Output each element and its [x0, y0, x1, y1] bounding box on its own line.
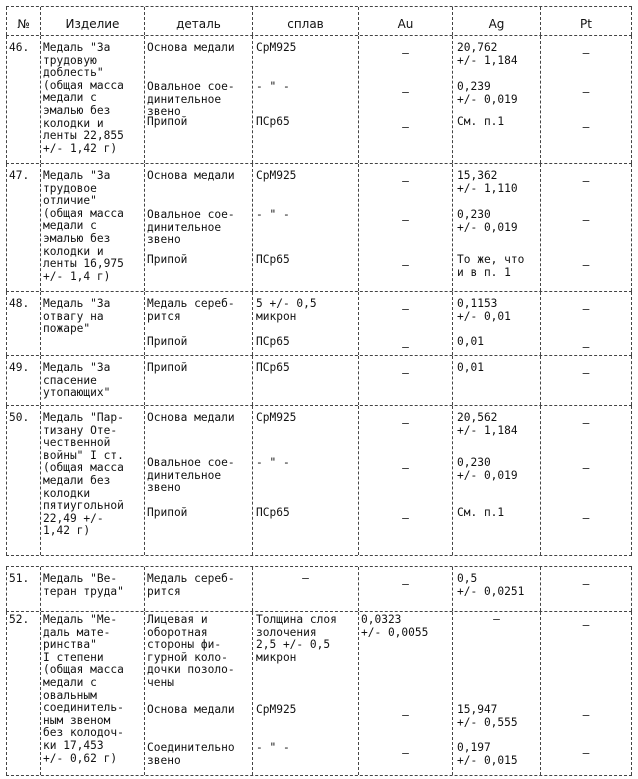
item-name: Медаль "Ме- даль мате- ринства" I степени (общая масса медали с овальным соединитель- ным звеном без колодоч- ки 17,453 +/- 0,62 г)	[43, 613, 124, 765]
part-name: Соединительно звено	[147, 741, 235, 767]
alloy-value: 5 +/- 0,5 микрон	[256, 297, 317, 323]
part-name: Основа медали	[147, 169, 235, 182]
table-cell	[452, 36, 540, 163]
table-cell	[452, 292, 540, 355]
item-name: Медаль "Пар- тизану Оте- чественной войны" I ст. (общая масса медали без колодки пятиугольной 22,49 +/- 1,42 г)	[43, 411, 124, 538]
table-cell	[358, 356, 452, 405]
item-name: Медаль "За трудовое отличие" (общая масса медали с эмалью без колодки и ленты 16,975 +/- 1,4 г)	[43, 169, 124, 283]
ag-value: 15,947 +/- 0,555	[457, 703, 518, 729]
part-name: Лицевая и оборотная стороны фи- гурной коло- дочки позоло- чены	[147, 613, 235, 689]
table-cell	[6, 36, 40, 163]
table-cell	[40, 406, 144, 555]
au-dash: –	[402, 121, 409, 134]
alloy-value: ПСр65	[256, 506, 290, 519]
table-cell	[358, 164, 452, 291]
ag-value: См. п.1	[457, 506, 505, 519]
alloy-value: СрМ925	[256, 703, 297, 716]
part-name: Овальное сое- динительное звено	[147, 456, 235, 495]
alloy-value: СрМ925	[256, 41, 297, 54]
part-name: Основа медали	[147, 41, 235, 54]
ag-value: 0,1153 +/- 0,01	[457, 297, 511, 323]
table-cell	[358, 406, 452, 555]
pt-dash: –	[582, 47, 590, 60]
table-cell	[358, 567, 452, 611]
table-cell	[252, 567, 358, 611]
header-cell-au	[358, 7, 452, 35]
table-cell	[540, 164, 632, 291]
table-cell	[40, 164, 144, 291]
header-part: деталь	[176, 17, 221, 31]
pt-dash: –	[582, 417, 590, 430]
table-cell	[252, 36, 358, 163]
alloy-value: - " -	[256, 456, 290, 469]
ag-value: 0,239 +/- 0,019	[457, 80, 518, 106]
pt-dash: –	[582, 512, 590, 525]
ag-dash: –	[493, 613, 500, 626]
alloy-value: ПСр65	[256, 361, 290, 374]
table-cell	[144, 567, 252, 611]
table-row	[6, 406, 632, 556]
table-cell	[540, 292, 632, 355]
header-cell-part	[144, 7, 252, 35]
ag-value: 20,562 +/- 1,184	[457, 411, 518, 437]
table-cell	[358, 612, 452, 775]
au-dash: –	[402, 214, 409, 227]
ag-value: То же, что и в п. 1	[457, 253, 525, 279]
item-name: Медаль "За отвагу на пожаре"	[43, 297, 111, 336]
table-cell	[452, 406, 540, 555]
au-value: 0,0323 +/- 0,0055	[361, 613, 429, 639]
part-name: Припой	[147, 253, 188, 266]
header-alloy: сплав	[287, 17, 324, 31]
table-cell	[144, 612, 252, 775]
header-au: Au	[397, 17, 414, 31]
au-dash: –	[402, 303, 409, 316]
item-name: Медаль "За спасение утопающих"	[43, 361, 111, 400]
table-cell	[540, 612, 632, 775]
part-name: Медаль сереб- рится	[147, 297, 235, 323]
table-cell	[252, 356, 358, 405]
row-number: 51.	[9, 572, 30, 585]
table-cell	[6, 292, 40, 355]
table-cell	[452, 612, 540, 775]
part-name: Овальное сое- динительное звено	[147, 80, 235, 119]
pt-dash: –	[582, 367, 590, 380]
ag-value: 0,230 +/- 0,019	[457, 208, 518, 234]
pt-dash: –	[582, 175, 590, 188]
table-cell	[6, 164, 40, 291]
au-dash: –	[402, 341, 409, 354]
alloy-value: Толщина слоя золочения 2,5 +/- 0,5 микрон	[256, 613, 337, 664]
part-name: Овальное сое- динительное звено	[147, 208, 235, 247]
table-row	[6, 566, 632, 612]
table-cell	[40, 356, 144, 405]
table-row	[6, 292, 632, 356]
pt-dash: –	[582, 214, 590, 227]
au-dash: –	[402, 259, 409, 272]
table-cell	[40, 292, 144, 355]
table-row	[6, 164, 632, 292]
part-name: Припой	[147, 361, 188, 374]
au-dash: –	[402, 175, 409, 188]
ag-value: 0,01	[457, 335, 484, 348]
table-cell	[144, 36, 252, 163]
pt-dash: –	[582, 86, 590, 99]
table-cell	[6, 612, 40, 775]
part-name: Припой	[147, 506, 188, 519]
au-dash: –	[402, 417, 409, 430]
header-cell-item	[40, 7, 144, 35]
table-cell	[358, 36, 452, 163]
table-cell	[144, 406, 252, 555]
table-row	[6, 612, 632, 776]
ag-value: 0,5 +/- 0,0251	[457, 572, 525, 598]
row-number: 47.	[9, 169, 30, 182]
au-dash: –	[402, 86, 409, 99]
table-cell	[540, 356, 632, 405]
ag-value: См. п.1	[457, 115, 505, 128]
header-cell-ag	[452, 7, 540, 35]
table-cell	[452, 356, 540, 405]
au-dash: –	[402, 367, 409, 380]
pt-dash: –	[582, 341, 590, 354]
table-cell	[252, 292, 358, 355]
table-cell	[144, 292, 252, 355]
au-dash: –	[402, 709, 409, 722]
part-name: Основа медали	[147, 411, 235, 424]
header-pt: Pt	[580, 17, 592, 31]
header-cell-num	[6, 7, 40, 35]
au-dash: –	[402, 47, 409, 60]
table-cell	[40, 36, 144, 163]
part-name: Припой	[147, 335, 188, 348]
au-dash: –	[402, 578, 409, 591]
part-name: Основа медали	[147, 703, 235, 716]
ag-value: 0,197 +/- 0,015	[457, 741, 518, 767]
row-number: 50.	[9, 411, 30, 424]
table-row	[6, 356, 632, 406]
alloy-value: - " -	[256, 80, 290, 93]
table-cell	[252, 406, 358, 555]
pt-dash: –	[582, 303, 590, 316]
ag-value: 20,762 +/- 1,184	[457, 41, 518, 67]
item-name: Медаль "Ве- теран труда"	[43, 572, 124, 598]
pt-dash: –	[582, 709, 590, 722]
pt-dash: –	[582, 121, 590, 134]
table-cell	[452, 164, 540, 291]
alloy-value: ПСр65	[256, 253, 290, 266]
alloy-value: СрМ925	[256, 411, 297, 424]
header-item: Изделие	[65, 17, 120, 31]
table-cell	[252, 164, 358, 291]
au-dash: –	[402, 462, 409, 475]
table-cell	[40, 567, 144, 611]
table-cell	[252, 612, 358, 775]
alloy-value: СрМ925	[256, 169, 297, 182]
table-header	[6, 6, 632, 36]
table-cell	[452, 567, 540, 611]
table-cell	[6, 356, 40, 405]
part-name: Медаль сереб- рится	[147, 572, 235, 598]
table-cell	[540, 406, 632, 555]
pt-dash: –	[582, 747, 590, 760]
table-cell	[144, 356, 252, 405]
header-ag: Ag	[488, 17, 505, 31]
pt-dash: –	[582, 259, 590, 272]
table-cell	[40, 612, 144, 775]
table-cell	[358, 292, 452, 355]
alloy-value: ПСр65	[256, 335, 290, 348]
pt-dash: –	[582, 462, 590, 475]
table-cell	[540, 567, 632, 611]
item-name: Медаль "За трудовую доблесть" (общая масса медали с эмалью без колодки и ленты 22,855 +/- 1,42 г)	[43, 41, 124, 155]
au-dash: –	[402, 512, 409, 525]
alloy-value: ПСр65	[256, 115, 290, 128]
part-name: Припой	[147, 115, 188, 128]
ag-value: 0,230 +/- 0,019	[457, 456, 518, 482]
au-dash: –	[402, 747, 409, 760]
header-cell-pt	[540, 7, 632, 35]
alloy-dash: –	[302, 572, 309, 585]
header-num: №	[17, 17, 30, 31]
table-row	[6, 36, 632, 164]
alloy-value: - " -	[256, 741, 290, 754]
row-number: 46.	[9, 41, 30, 54]
table-cell	[6, 567, 40, 611]
header-cell-alloy	[252, 7, 358, 35]
pt-dash: –	[582, 578, 590, 591]
row-number: 52.	[9, 613, 30, 626]
row-number: 49.	[9, 361, 30, 374]
alloy-value: - " -	[256, 208, 290, 221]
ag-value: 15,362 +/- 1,110	[457, 169, 518, 195]
table-cell	[540, 36, 632, 163]
table-cell	[144, 164, 252, 291]
ag-value: 0,01	[457, 361, 484, 374]
row-number: 48.	[9, 297, 30, 310]
table-cell	[6, 406, 40, 555]
pt-dash: –	[582, 619, 590, 632]
